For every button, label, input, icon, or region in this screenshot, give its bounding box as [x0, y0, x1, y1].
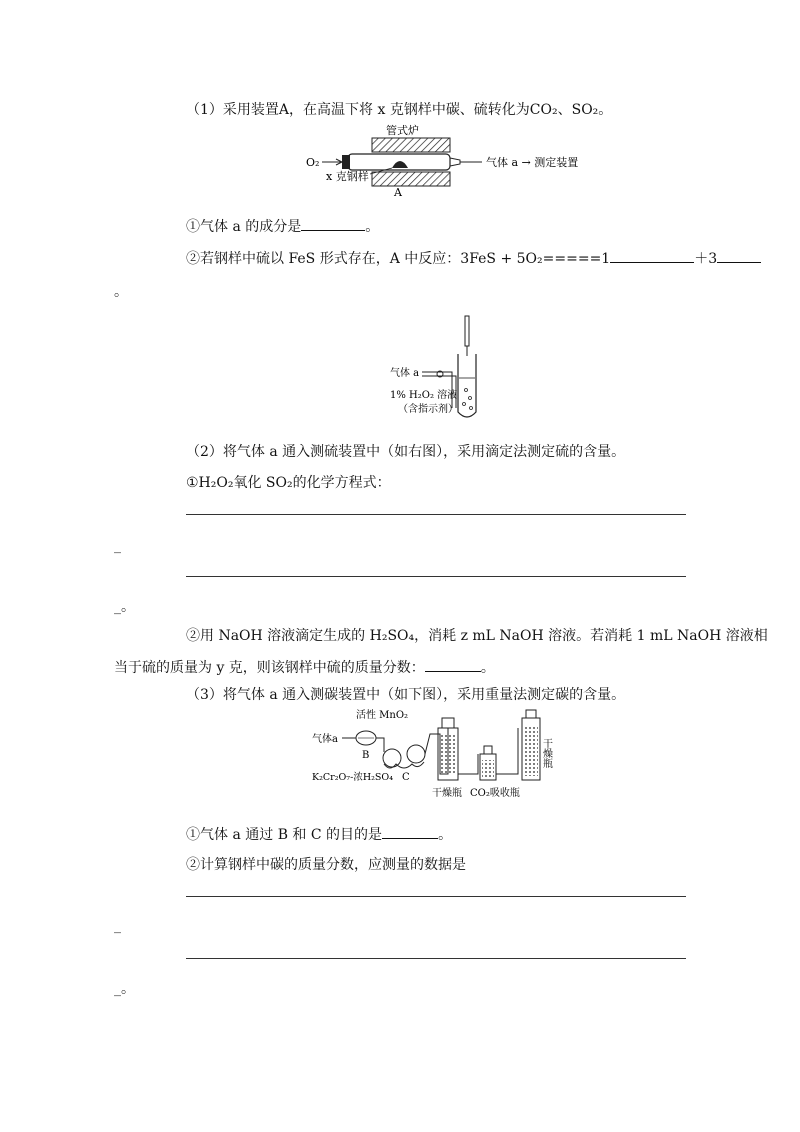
- output-label: 气体 a → 测定装置: [486, 156, 579, 169]
- co2-bottle-label: CO₂吸收瓶: [470, 788, 520, 799]
- sulfur-titration-figure: [386, 312, 506, 422]
- answer-line[interactable]: [186, 958, 686, 959]
- answer-blank[interactable]: [610, 250, 694, 263]
- mno2-label: 活性 MnO₂: [356, 710, 409, 721]
- q2-item2-line1: ②用 NaOH 溶液滴定生成的 H₂SO₄，消耗 z mL NaOH 溶液。若消耗 1 mL NaOH 溶液相: [186, 628, 768, 644]
- q1-heading: （1）采用装置A，在高温下将 x 克钢样中碳、硫转化为CO₂、SO₂。: [186, 102, 613, 118]
- dry-bottle-1-label: 干燥瓶: [432, 788, 462, 799]
- answer-line[interactable]: [186, 896, 686, 897]
- line-dash: _: [114, 538, 121, 554]
- gas-label: 气体a: [312, 734, 338, 745]
- q2-item2-line2: 当于硫的质量为 y 克，则该钢样中硫的质量分数： 。: [114, 660, 495, 676]
- carbon-measure-figure: [312, 706, 572, 802]
- answer-blank[interactable]: [382, 826, 438, 839]
- answer-blank[interactable]: [301, 218, 365, 231]
- q3-item1: ①气体 a 通过 B 和 C 的目的是 。: [186, 827, 453, 843]
- q1-item2-end: 。: [114, 284, 128, 300]
- dry-bottle-2-label: 干燥瓶: [540, 738, 552, 768]
- indicator-label: （含指示剂）: [398, 404, 458, 415]
- answer-line[interactable]: [186, 576, 686, 577]
- sample-label: x 克钢样: [326, 170, 369, 183]
- answer-blank[interactable]: [717, 250, 761, 263]
- o2-label: O₂: [306, 156, 320, 169]
- line-dash-end: _。: [114, 981, 135, 997]
- line-dash-end: _。: [114, 599, 135, 615]
- gas-label: 气体 a: [390, 368, 420, 379]
- furnace-label: 管式炉: [386, 124, 419, 137]
- b-label: B: [362, 750, 370, 761]
- q3-item2: ②计算钢样中碳的质量分数，应测量的数据是: [186, 857, 466, 873]
- q1-item2: ②若钢样中硫以 FeS 形式存在，A 中反应：3FeS + 5O₂=====1 ＋3: [186, 250, 761, 268]
- device-label: A: [394, 186, 402, 198]
- tube-furnace-figure: [300, 124, 600, 198]
- reagent-label: K₂Cr₂O₇-浓H₂SO₄: [312, 772, 394, 783]
- q2-item1: ①H₂O₂氧化 SO₂的化学方程式：: [186, 475, 391, 491]
- q1-item1: ①气体 a 的成分是 。: [186, 219, 380, 235]
- q3-heading: （3）将气体 a 通入测碳装置中（如下图），采用重量法测定碳的含量。: [186, 687, 626, 703]
- q2-heading: （2）将气体 a 通入测硫装置中（如右图），采用滴定法测定硫的含量。: [186, 444, 626, 460]
- answer-line[interactable]: [186, 514, 686, 515]
- answer-blank[interactable]: [425, 659, 481, 672]
- c-label: C: [402, 772, 410, 783]
- solution-label: 1% H₂O₂ 溶液: [390, 390, 458, 401]
- line-dash: _: [114, 918, 121, 934]
